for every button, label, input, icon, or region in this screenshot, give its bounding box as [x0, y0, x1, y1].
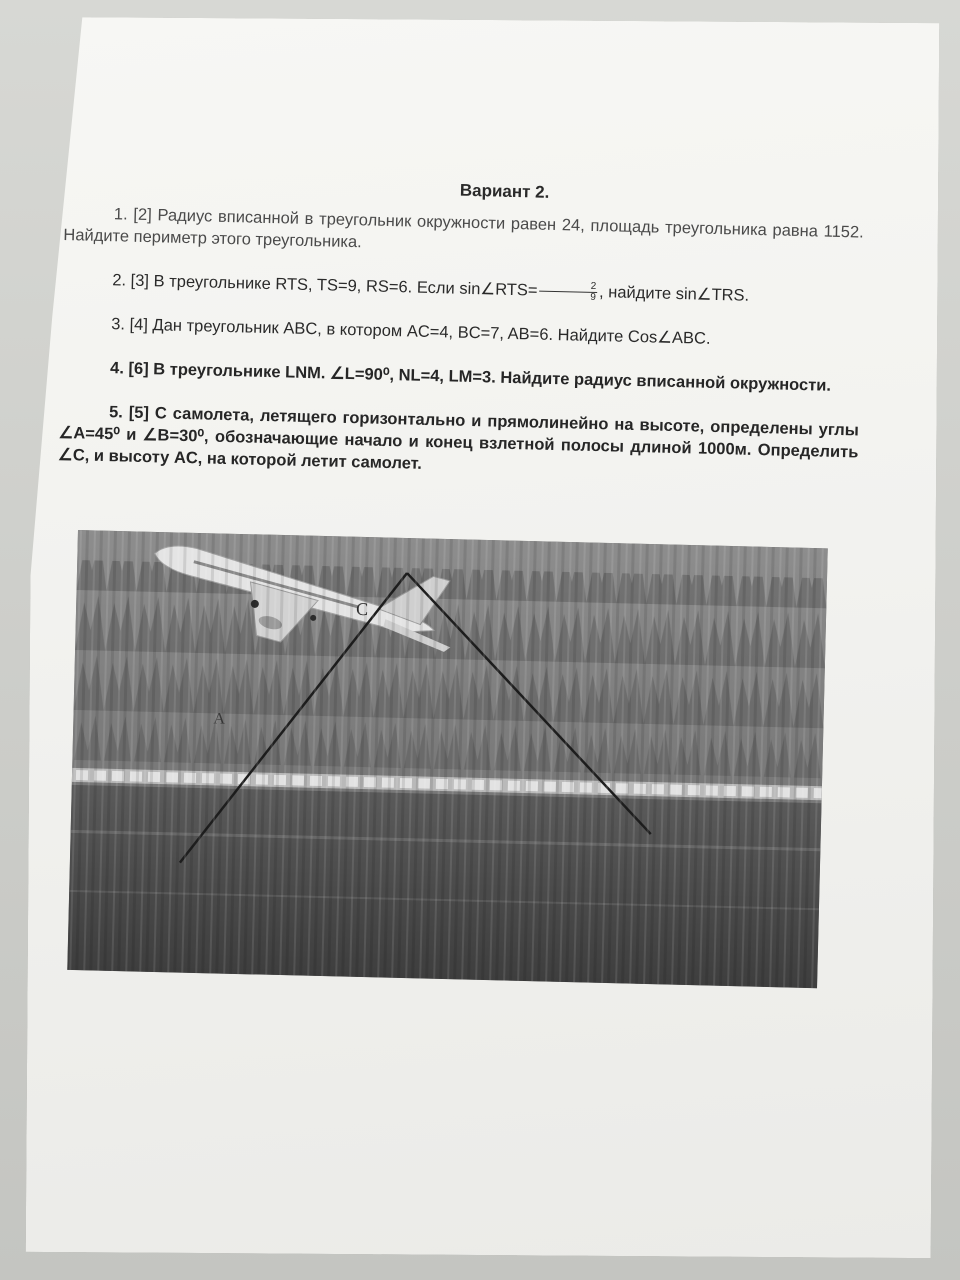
- problem-2-points: [3]: [130, 271, 150, 291]
- problem-3-number: 3.: [111, 315, 126, 334]
- worksheet-content: [57, 170, 864, 500]
- problem-1-number: 1.: [113, 205, 128, 224]
- photo-illustration: [67, 530, 828, 988]
- problem-1-points: [2]: [133, 205, 153, 225]
- problem-2: [62, 268, 862, 310]
- problem-5-text: С самолета, летящего горизонтально и прямолинейно на высоте, определены углы ∠A=45⁰ и ∠B=30⁰, обозначающие начало и конец взлетной полосы длиной 1000м. Определить ∠C, и высоту AC, на которой летит самолет.: [57, 404, 860, 473]
- problem-1-text: Радиус вписанной в треугольник окружности равен 24, площадь треугольника равна 1152. Найдите периметр этого треугольника.: [63, 206, 864, 252]
- problem-4: [60, 356, 860, 398]
- fraction: [539, 281, 597, 303]
- problem-2-number: 2.: [112, 271, 127, 290]
- variant-title: Вариант 2.: [459, 180, 550, 202]
- problem-5-points: [5]: [128, 403, 150, 423]
- problem-3-points: [4]: [129, 315, 149, 335]
- problem-3: [61, 312, 861, 354]
- problem-5: [58, 400, 859, 486]
- photocopy-streaks: [67, 530, 828, 988]
- problem-4-points: [6]: [128, 359, 149, 379]
- problem-2-text-before: В треугольнике RTS, TS=9, RS=6. Если sin∠RTS=: [153, 272, 538, 300]
- problem-5-number: 5.: [108, 403, 124, 422]
- problem-1: [63, 202, 864, 266]
- problem-2-text-after: , найдите sin∠TRS.: [598, 283, 750, 305]
- problem-3-text: Дан треугольник ABC, в котором AC=4, BC=7, AB=6. Найдите Cos∠ABC.: [152, 316, 711, 348]
- problem-4-text: В треугольнике LNM. ∠L=90⁰, NL=4, LM=3. Найдите радиус вписанной окружности.: [153, 360, 832, 395]
- fraction-denominator: 9: [590, 292, 597, 304]
- fraction-numerator: 2: [539, 281, 597, 293]
- problem-4-number: 4.: [109, 359, 125, 378]
- airplane-takeoff-photo: [67, 530, 828, 988]
